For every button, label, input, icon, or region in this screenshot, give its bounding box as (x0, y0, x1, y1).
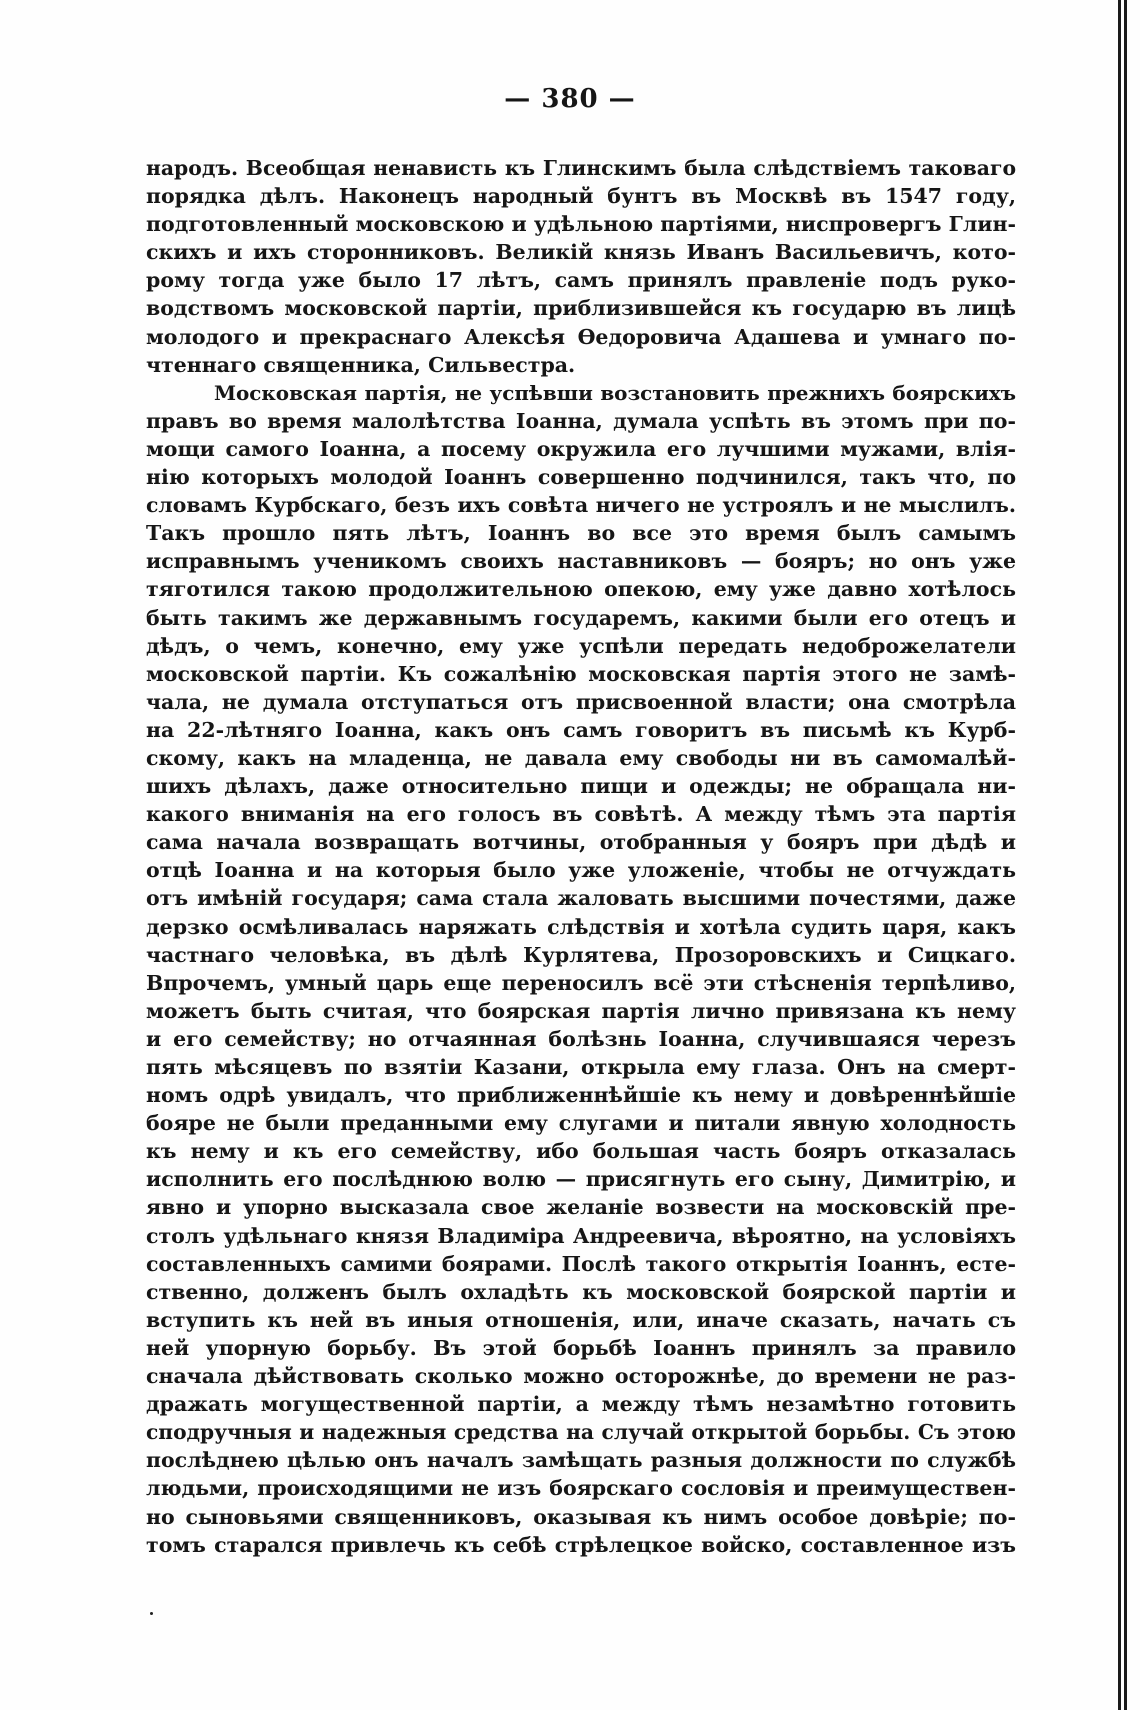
text-line: бояре не были преданными ему слугами и питали явную холодность (146, 1111, 1016, 1136)
text-line: словамъ Курбскаго, безъ ихъ совѣта ничего не устроялъ и не мыслилъ. (146, 493, 1016, 518)
text-line: сначала дѣйствовать сколько можно осторожнѣе, до времени не раз- (146, 1364, 1016, 1389)
text-line: московской партіи. Къ сожалѣнію московская партія этого не замѣ- (146, 661, 1016, 686)
text-line: вступить къ ней въ иныя отношенія, или, иначе сказать, начать съ (146, 1307, 1016, 1332)
text-line: людьми, происходящими не изъ боярскаго сословія и преимуществен- (146, 1476, 1016, 1501)
text-line: нію которыхъ молодой Іоаннъ совершенно подчинился, такъ что, по (146, 465, 1016, 490)
text-line: пять мѣсяцевъ по взятіи Казани, открыла ему глаза. Онъ на смерт- (146, 1055, 1016, 1079)
text-line: исправнымъ ученикомъ своихъ наставниковъ — бояръ; но онъ уже (146, 549, 1016, 574)
text-line: исполнить его послѣднюю волю — присягнуть его сыну, Димитрію, и (146, 1167, 1016, 1192)
text-line: скому, какъ на младенца, не давала ему свободы ни въ самомалѣй- (146, 745, 1016, 770)
text-line: скихъ и ихъ сторонниковъ. Великій князь Иванъ Васильевичъ, кото- (146, 240, 1016, 265)
text-line: отъ имѣній государя; сама стала жаловать высшими почестями, даже (146, 886, 1016, 911)
text-line: какого вниманія на его голосъ въ совѣтѣ. А между тѣмъ эта партія (146, 802, 1016, 827)
text-line: дражать могущественной партіи, а между тѣмъ незамѣтно готовить (146, 1392, 1016, 1417)
text-line: Московская партія, не успѣвши возстановить прежнихъ боярскихъ (214, 380, 1016, 405)
text-line: шихъ дѣлахъ, даже относительно пищи и одежды; не обращала ни- (146, 774, 1016, 799)
text-line: и его семейству; но отчаянная болѣзнь Іоанна, случившаяся черезъ (146, 1026, 1016, 1051)
text-line: тяготился такою продолжительною опекою, ему уже давно хотѣлось (146, 577, 1016, 602)
scan-speck (150, 1612, 153, 1615)
text-line: правъ во время малолѣтства Іоанна, думала успѣть въ этомъ при по- (146, 408, 1016, 433)
text-line: составленныхъ самими боярами. Послѣ такого открытія Іоаннъ, есте- (146, 1251, 1016, 1276)
text-line: но сыновьями священниковъ, оказывая къ нимъ особое довѣріе; по- (146, 1504, 1016, 1529)
text-line: Такъ прошло пять лѣтъ, Іоаннъ во все это время былъ самымъ (146, 521, 1016, 546)
text-line: частнаго человѣка, въ дѣлѣ Курлятева, Прозоровскихъ и Сицкаго. (146, 942, 1016, 967)
text-line: ственно, долженъ былъ охладѣть къ московской боярской партіи и (146, 1279, 1016, 1304)
text-line: дерзко осмѣливалась наряжать слѣдствія и хотѣла судить царя, какъ (146, 914, 1016, 939)
text-line: молодого и прекраснаго Алексѣя Ѳедоровича Адашева и умнаго по- (146, 324, 1016, 349)
text-line: народъ. Всеобщая ненависть къ Глинскимъ была слѣдствіемъ таковаго (146, 156, 1016, 180)
text-line: къ нему и къ его семейству, ибо большая часть бояръ отказалась (146, 1139, 1016, 1164)
text-line: ней упорную борьбу. Въ этой борьбѣ Іоаннъ принялъ за правило (146, 1335, 1016, 1360)
text-line: чтеннаго священника, Сильвестра. (146, 352, 576, 377)
scan-edge-line (1118, 0, 1121, 1710)
body-text (146, 154, 1016, 1559)
text-line: подготовленный московскою и удѣльною партіями, ниспровергъ Глин- (146, 212, 1016, 237)
text-line: послѣднею цѣлью онъ началъ замѣщать разныя должности по службѣ (146, 1448, 1016, 1473)
text-line: сподручныя и надежныя средства на случай открытой борьбы. Съ этою (146, 1420, 1016, 1445)
text-line: водствомъ московской партіи, приблизившейся къ государю въ лицѣ (146, 296, 1016, 321)
text-line: столъ удѣльнаго князя Владиміра Андреевича, вѣроятно, на условіяхъ (146, 1223, 1016, 1248)
text-line: Впрочемъ, умный царь еще переносилъ всё эти стѣсненія терпѣливо, (146, 970, 1016, 995)
text-line: отцѣ Іоанна и на которыя было уже уложеніе, чтобы не отчуждать (146, 858, 1016, 883)
text-line: порядка дѣлъ. Наконецъ народный бунтъ въ Москвѣ въ 1547 году, (146, 184, 1016, 209)
text-line: мощи самого Іоанна, а посему окружила его лучшими мужами, влія- (146, 436, 1016, 461)
page-number: — 380 — (504, 84, 636, 114)
text-line: рому тогда уже было 17 лѣтъ, самъ принялъ правленіе подъ руко- (146, 268, 1016, 293)
text-line: можетъ быть считая, что боярская партія лично привязана къ нему (146, 998, 1016, 1023)
text-line: на 22-лѣтняго Іоанна, какъ онъ самъ говоритъ въ письмѣ къ Курб- (146, 717, 1016, 742)
text-line: сама начала возвращать вотчины, отобранныя у бояръ при дѣдѣ и (146, 830, 1016, 855)
text-line: дѣдъ, о чемъ, конечно, ему уже успѣли передать недоброжелатели (146, 633, 1016, 658)
text-line: томъ старался привлечь къ себѣ стрѣлецкое войско, составленное изъ (146, 1532, 1016, 1557)
scan-edge-line (1124, 0, 1127, 1710)
text-line: быть такимъ же державнымъ государемъ, какими были его отецъ и (146, 605, 1016, 630)
text-line: явно и упорно высказала свое желаніе возвести на московскій пре- (146, 1195, 1016, 1220)
text-line: чала, не думала отступаться отъ присвоенной власти; она смотрѣла (146, 689, 1016, 714)
text-line: номъ одрѣ увидалъ, что приближеннѣйшіе къ нему и довѣреннѣйшіе (146, 1083, 1016, 1108)
